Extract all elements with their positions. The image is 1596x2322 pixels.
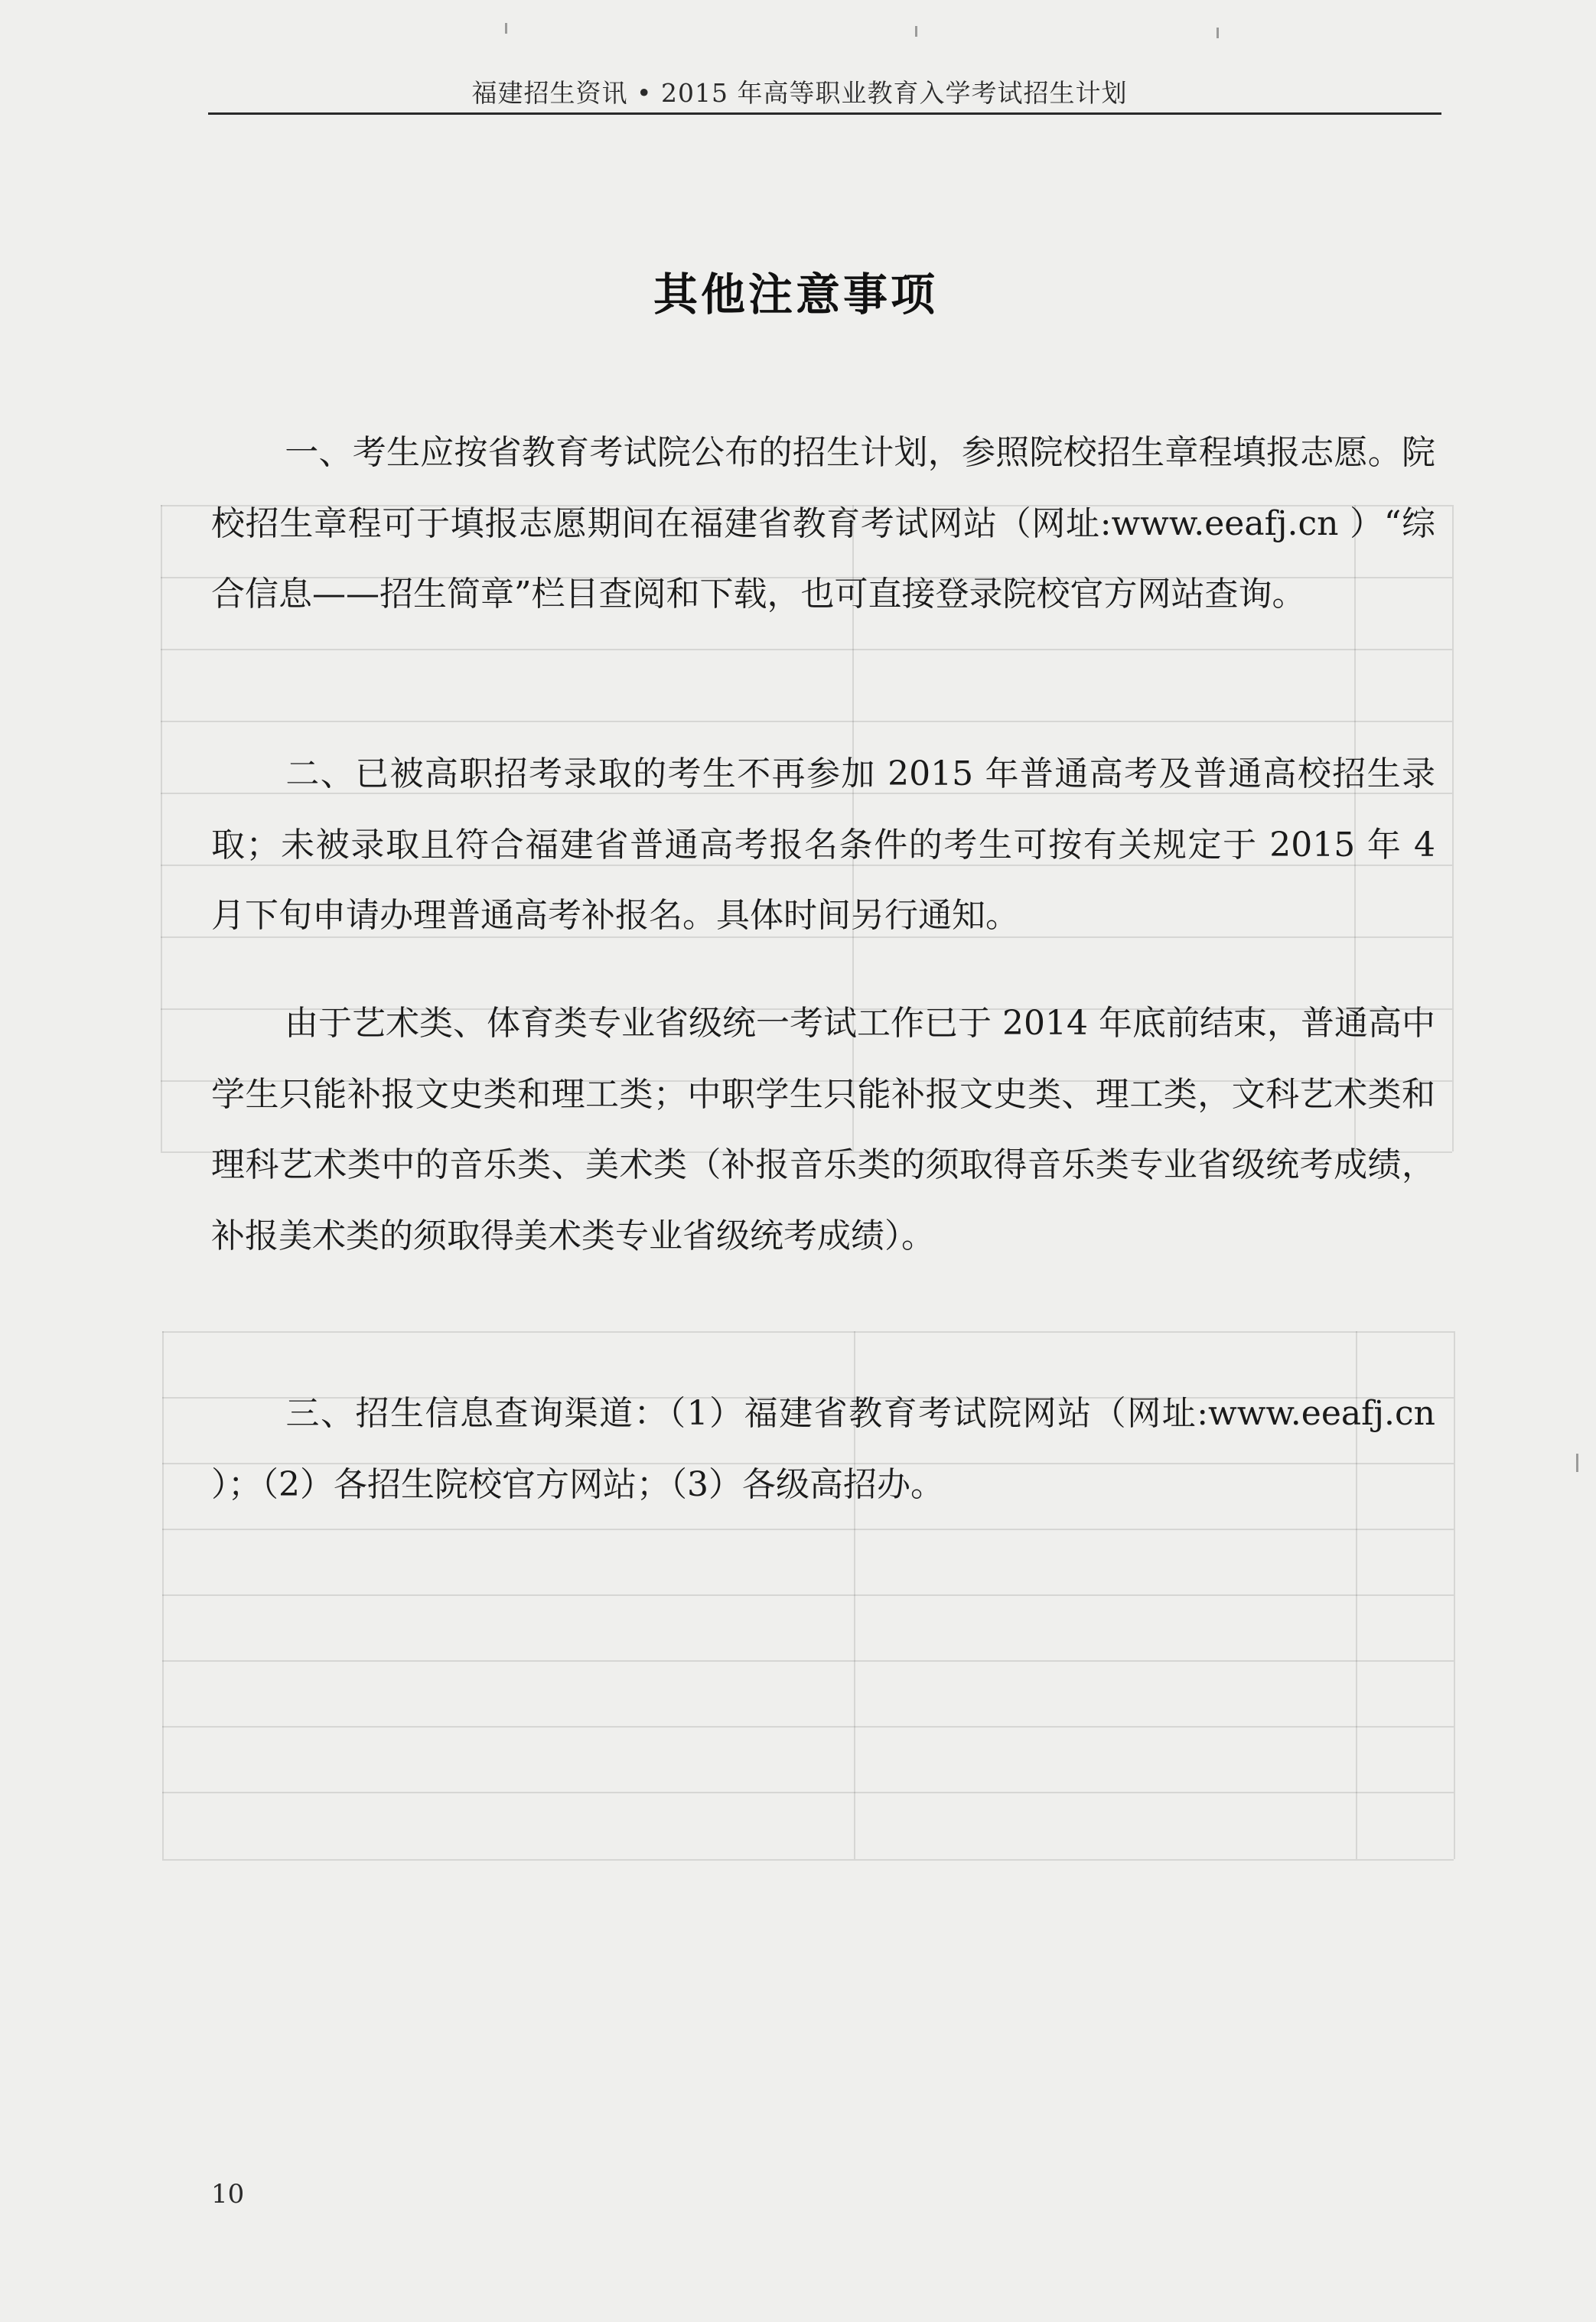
scan-speck xyxy=(1576,1454,1578,1472)
page-title: 其他注意事项 xyxy=(653,269,938,321)
scan-speck xyxy=(505,23,507,34)
header-rule xyxy=(208,112,1441,115)
paragraph-3-text: 由于艺术类、体育类专业省级统一考试工作已于 2014 年底前结束，普通高中学生只能补报文史类和理工类；中职学生只能补报文史类、理工类，文科艺术类和理科艺术类中的音乐类、美术类（补报音乐类的须取得音乐类专业省级统考成绩，补报美术类的须取得美术类专业省级统考成绩）。 xyxy=(211,1004,1435,1255)
paragraph-4-text: 三、招生信息查询渠道：（1）福建省教育考试院网站（网址:www.eeafj.cn ）；（2）各招生院校官方网站；（3）各级高招办。 xyxy=(211,1394,1435,1504)
paragraph-2-text: 二、已被高职招考录取的考生不再参加 2015 年普通高考及普通高校招生录取；未被录取且符合福建省普通高考报名条件的考生可按有关规定于 2015 年 4 月下旬申请办理普通高考补报名。具体时间另行通知。 xyxy=(211,754,1435,935)
paragraph-1-text: 一、考生应按省教育考试院公布的招生计划，参照院校招生章程填报志愿。院校招生章程可于填报志愿期间在福建省教育考试网站（网址:www.eeafj.cn ）“综合信息——招生简章”栏目查阅和下载，也可直接登录院校官方网站查询。 xyxy=(211,433,1435,614)
paragraph-1 xyxy=(211,418,1435,630)
paragraph-3 xyxy=(211,988,1435,1272)
scan-speck xyxy=(915,26,917,37)
page-number: 10 xyxy=(211,2179,245,2210)
paragraph-4 xyxy=(211,1379,1435,1520)
paragraph-2 xyxy=(211,739,1435,952)
running-header: 福建招生资讯 • 2015 年高等职业教育入学考试招生计划 xyxy=(471,78,1128,108)
scan-speck xyxy=(1217,28,1219,38)
